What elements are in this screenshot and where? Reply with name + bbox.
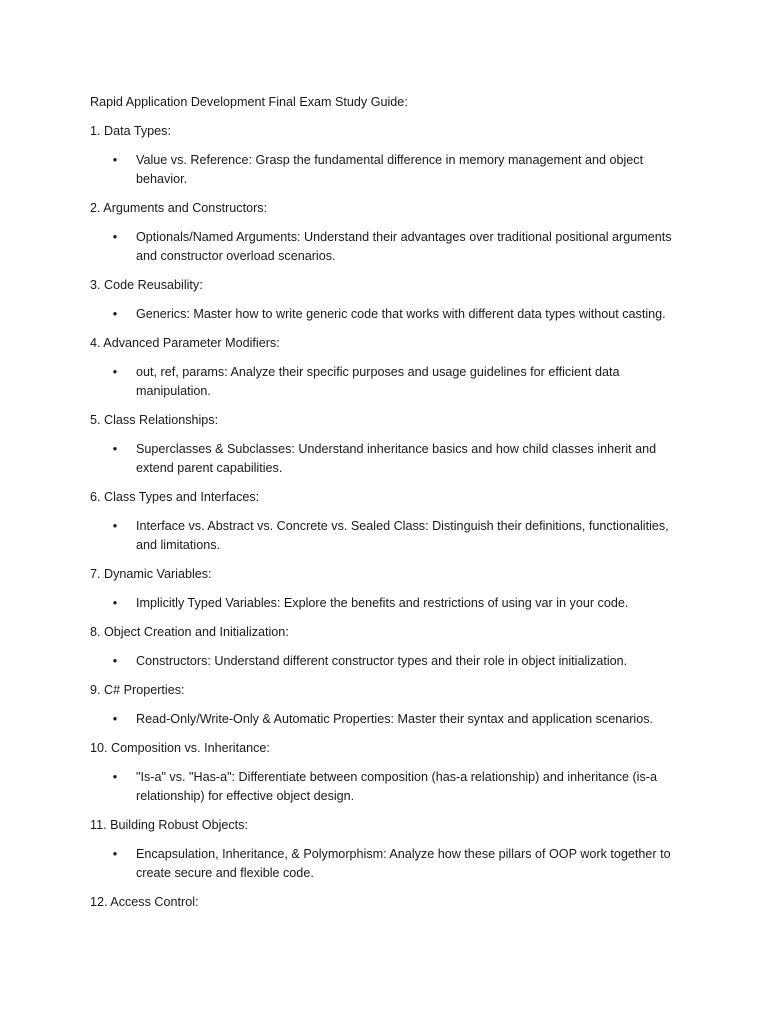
bullet-icon: • [112, 307, 118, 321]
list-item [90, 228, 690, 266]
bullet-list [90, 517, 690, 555]
bullet-icon: • [112, 365, 118, 379]
bullet-text: out, ref, params: Analyze their specific purposes and usage guidelines for efficient data manipulation. [136, 365, 620, 398]
bullet-icon: • [112, 153, 118, 167]
bullet-text: Constructors: Understand different constructor types and their role in object initialization. [136, 654, 628, 668]
bullet-icon: • [112, 519, 118, 533]
section-heading: 12. Access Control: [90, 895, 199, 909]
section-heading: 7. Dynamic Variables: [90, 567, 212, 581]
bullet-icon: • [112, 596, 118, 610]
bullet-text: Encapsulation, Inheritance, & Polymorphism: Analyze how these pillars of OOP work together to create secure and flexible code. [136, 847, 671, 880]
bullet-list [90, 768, 690, 806]
list-item [90, 363, 690, 401]
bullet-icon: • [112, 230, 118, 244]
list-item [90, 652, 690, 671]
bullet-list [90, 710, 690, 729]
bullet-icon: • [112, 654, 118, 668]
section-heading: 5. Class Relationships: [90, 413, 219, 427]
bullet-list [90, 845, 690, 883]
bullet-text: Optionals/Named Arguments: Understand their advantages over traditional positional arguments and constructor overload scenarios. [136, 230, 672, 263]
list-item [90, 517, 690, 555]
bullet-text: Read-Only/Write-Only & Automatic Properties: Master their syntax and application scenarios. [136, 712, 654, 726]
bullet-list [90, 363, 690, 401]
section-heading: 4. Advanced Parameter Modifiers: [90, 336, 280, 350]
list-item [90, 768, 690, 806]
bullet-list [90, 440, 690, 478]
bullet-text: Superclasses & Subclasses: Understand inheritance basics and how child classes inherit and extend parent capabilities. [136, 442, 657, 475]
bullet-icon: • [112, 770, 118, 784]
document-body [90, 93, 690, 922]
section-heading: 6. Class Types and Interfaces: [90, 490, 260, 504]
section-heading: 9. C# Properties: [90, 683, 185, 697]
bullet-icon: • [112, 847, 118, 861]
section-heading: 11. Building Robust Objects: [90, 818, 248, 832]
section-heading: 8. Object Creation and Initialization: [90, 625, 289, 639]
section-heading: 10. Composition vs. Inheritance: [90, 741, 270, 755]
list-item [90, 305, 690, 324]
bullet-text: Value vs. Reference: Grasp the fundamental difference in memory management and object behavior. [136, 153, 644, 186]
section-heading: 3. Code Reusability: [90, 278, 203, 292]
list-item [90, 710, 690, 729]
bullet-list [90, 652, 690, 671]
list-item [90, 440, 690, 478]
document-title: Rapid Application Development Final Exam Study Guide: [90, 95, 408, 109]
bullet-list [90, 594, 690, 613]
list-item [90, 845, 690, 883]
bullet-text: Interface vs. Abstract vs. Concrete vs. Sealed Class: Distinguish their definitions, functionalities, and limitations. [136, 519, 669, 552]
bullet-text: Implicitly Typed Variables: Explore the benefits and restrictions of using var in your code. [136, 596, 629, 610]
bullet-list [90, 151, 690, 189]
bullet-text: "Is-a" vs. "Has-a": Differentiate between composition (has-a relationship) and inheritance (is-a relationship) for effective object design. [136, 770, 657, 803]
list-item [90, 151, 690, 189]
bullet-list [90, 228, 690, 266]
bullet-icon: • [112, 442, 118, 456]
bullet-text: Generics: Master how to write generic code that works with different data types without casting. [136, 307, 666, 321]
list-item [90, 594, 690, 613]
bullet-icon: • [112, 712, 118, 726]
section-heading: 2. Arguments and Constructors: [90, 201, 268, 215]
section-heading: 1. Data Types: [90, 124, 171, 138]
bullet-list [90, 305, 690, 324]
